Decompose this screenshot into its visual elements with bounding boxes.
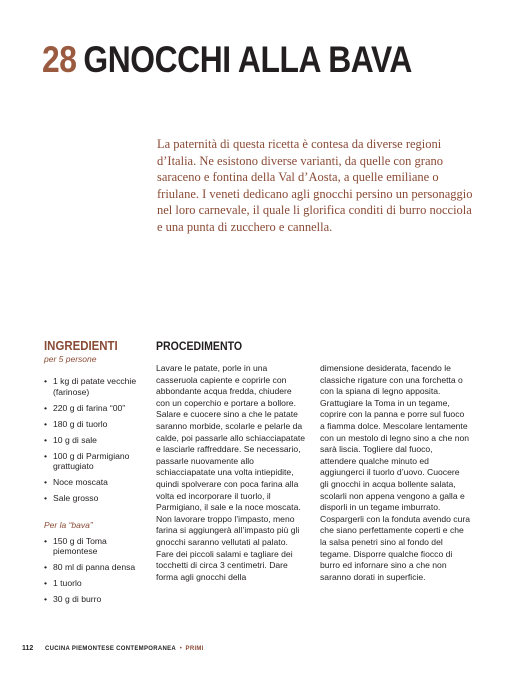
procedure-column-1 [156,363,306,583]
ingredient-item: • 150 g di Toma piemontese [44,536,144,557]
book-title: CUCINA PIEMONTESE CONTEMPORANEA [44,646,177,652]
ingredients-title: INGREDIENTI [44,338,118,353]
bava-subtitle: Per la “bava” [44,519,93,530]
procedure-title: PROCEDIMENTO [156,339,243,353]
recipe-number: 28 [42,39,77,80]
intro-paragraph: La paternità di questa ricetta è contesa da diverse regioni d’Italia. Ne esistono diverse varianti, da quelle con grano saraceno e fontina della Val d’Aosta, a quelle emiliane o friulane. I veneti dedicano agli gnocchi persino un personaggio nel loro carnevale, il quale li glorifica conditi di burro nocciola e una punta di zucchero e cannella. [157,137,473,234]
section-name: PRIMI [185,646,204,652]
procedure-text: dimensione desiderata, facendo le classiche rigature con una forchetta o con la spiana di legno apposita. Grattugiare la Toma in un tegame, coprire con la panna e porre sul fuoco a fiamma dolce. Mescolare lentamente con un mestolo di legno sino a che non sarà liscia. Togliere dal fuoco, attendere qualche minuto ed aggiungerci il tuorlo d’uovo. Cuocere gli gnocchi in acqua bollente salata, scolarli non appena vengono a galla e disporli in un tegame imburrato. Cospargerli con la fonduta avendo cura che siano perfettamente coperti e che la salsa penetri sino al fondo del tegame. Disporre qualche fiocco di burro ed infornare sino a che non saranno dorati in superficie. [320,363,471,582]
ingredient-item: • Sale grosso [44,493,144,504]
ingredient-item: • 180 g di tuorlo [44,419,144,430]
procedure-column-2 [320,363,470,583]
ingredients-list [44,376,144,504]
ingredient-item: • 220 g di farina “00” [44,403,144,414]
page-footer [22,645,204,652]
ingredient-item: • 1 tuorlo [44,578,144,589]
ingredient-item: • Noce moscata [44,477,144,488]
ingredient-item: • 1 kg di patate vecchie (farinose) [44,376,144,397]
servings-label: per 5 persone [44,354,97,364]
ingredient-item: • 80 ml di panna densa [44,562,144,573]
page-number: 112 [22,645,34,652]
procedure-text: Fare dei piccoli salami e tagliare dei tocchetti di circa 3 centimetri. Dare forma agli gnocchi della [156,548,293,582]
recipe-title [42,38,412,82]
ingredient-item: • 30 g di burro [44,594,144,605]
procedure-text: Lavare le patate, porle in una casseruola capiente e coprirle con abbondante acqua fredda, chiudere con un coperchio e portare a bollore. Salare e cuocere sino a che le patate saranno morbide, scolarle e pelarle da calde, poi passarle allo schiacciapatate e lasciarle raffreddare. Se necessario, passarle nuovamente allo schiacciapatate una volta intiepidite, quindi spolverare con poca farina alla volta ed incorporare il tuorlo, il Parmigiano, il sale e la noce moscata. Non lavorare troppo l’impasto, meno farina si aggiungerà all’impasto più gli gnocchi saranno vellutati al palato. [156,363,306,547]
recipe-name: GNOCCHI ALLA BAVA [83,39,412,80]
ingredients-section [44,338,144,610]
bava-ingredients-list [44,536,144,605]
ingredient-item: • 10 g di sale [44,435,144,446]
footer-separator: • [179,646,182,652]
ingredient-item: • 100 g di Parmigiano grattugiato [44,451,144,472]
